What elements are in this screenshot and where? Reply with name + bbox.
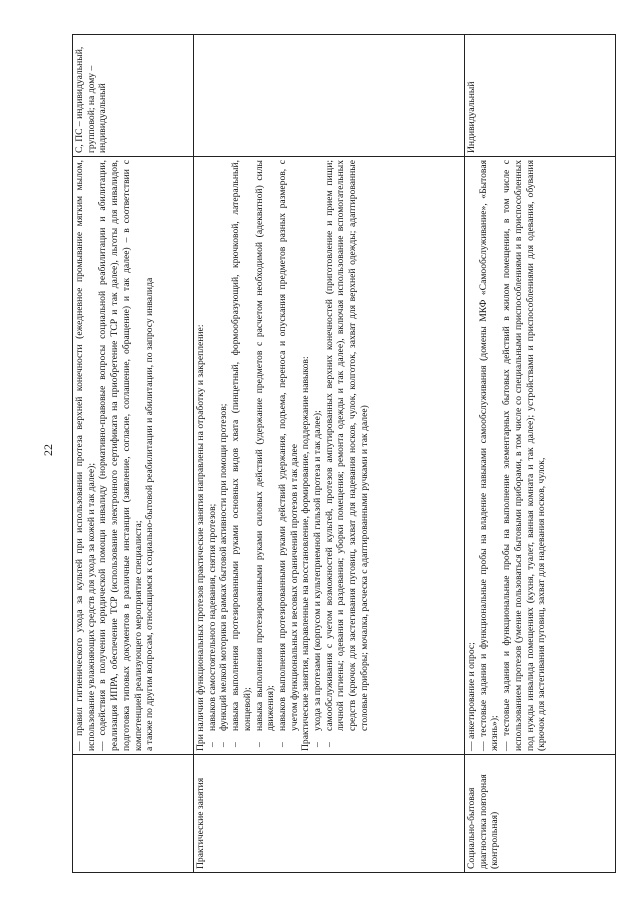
list-item: – навыков самостоятельного надевания, снятия протезов;	[206, 503, 218, 747]
content-intro: При наличии функциональных протезов практические занятия направлены на отработку и закрепление:	[195, 324, 206, 751]
event-name: Социально-бытовая диагностика повторная (контрольная)	[466, 774, 501, 869]
rehabilitation-table	[72, 34, 616, 873]
list-item: – самообслуживания с учетом возможностей культей, протезов ампутированных верхних конечностей (приготовление и прием пищи; личной гигиены; одевания и раздевания; уборки помещения; ремонта одежды и так далее), включая использование вспомогательных средств (крючок для застегивания пуговиц, захват для надевания носков, чулок, колготок, захват для верхней одежды; адаптированные столовые приборы; мочалка, расческа с адаптированными ручками и так далее)	[323, 160, 370, 747]
event-content-cell	[194, 157, 465, 755]
page-number: 22	[41, 444, 55, 456]
event-name-cell	[73, 755, 194, 873]
table-row	[73, 35, 194, 873]
event-name: Практические занятия	[195, 777, 206, 869]
event-form-cell	[194, 35, 465, 157]
event-form-cell	[465, 35, 616, 157]
list-item: – навыков выполнения протезированными руками действий удержания, подъема, переноса и опускания предметов разных размеров, с учетом функциональных и весовых ограничений протезов и так далее	[276, 160, 300, 747]
content-paragraph: — тестовые задания и функциональные пробы на владение навыками самообслуживания (домены МКФ «Самообслуживание», «Бытовая жизнь»);	[477, 160, 501, 751]
list-item: – навыка выполнения протезированными руками основных видов хвата (пинцетный, формообразующий, крючковой, латеральный, концевой);	[230, 160, 253, 747]
event-content-cell	[465, 157, 616, 755]
table-row	[194, 35, 465, 873]
event-content-cell	[73, 157, 194, 755]
event-name-cell	[194, 755, 465, 873]
content-paragraph: — содействия в получении юридической помощи инвалиду (нормативно-правовые вопросы социальной реабилитации и абилитации, реализация ИПРА, обеспечение ТСР (использование электронного сертификата на приобретение ТСР и так далее), льготы для инвалидов, подготовка типовых документов в различные инстанции (заявление, согласие, соглашение, обращение) и так далее) – в соответствии с компетенцией реализующего мероприятие специалиста;	[97, 160, 144, 751]
list-item: – навыка выполнения протезированными руками силовых действий (удержание предметов с расчетом необходимой (адекватной) силы движения);	[253, 160, 277, 747]
content-paragraph: — правил гигиенического ухода за культей при использовании протеза верхней конечности (ежедневное промывание мягким мылом, использование увлажняющих средств для ухода за кожей и так далее);	[74, 160, 97, 751]
skills-list-b	[312, 160, 371, 751]
event-form-cell	[73, 35, 194, 157]
skills-list-a	[207, 160, 301, 751]
content-paragraph: — анкетирование и опрос;	[466, 642, 477, 751]
event-form: С, ПС – индивидуальный, групповой; на дому – индивидуальный	[74, 46, 109, 153]
content-intro-2: Практические занятия, направленные на восстановление, формирование, поддержание навыков:	[300, 356, 312, 751]
table-row	[465, 35, 616, 873]
content-paragraph: а также по другим вопросам, относящимся к социально-бытовой реабилитации и абилитации, по запросу инвалида	[144, 277, 156, 751]
event-name-cell	[465, 755, 616, 873]
list-item: – функций мелкой моторики в рамках бытовой активности при помощи протезов;	[218, 403, 230, 747]
rotated-table-wrapper	[72, 35, 615, 873]
list-item: – ухода за протезами (корпусом и культеприемной гильзой протеза и так далее);	[312, 410, 324, 747]
event-form: Индивидуальный	[466, 81, 477, 153]
content-paragraph: — тестовые задания и функциональные пробы на выполнение элементарных бытовых действий в жилом помещении, в том числе с использованием протезов (умение пользоваться бытовыми приборами, в том числе со специальными приспособлениями и в приспособленных под нужды инвалида помещениях (кухня, туалет, ванная комната и так далее); устройствами и приспособлениями для одевания, обувания (крючок для застегивания пуговиц, захват для надевания носков, чулок,	[501, 160, 548, 751]
